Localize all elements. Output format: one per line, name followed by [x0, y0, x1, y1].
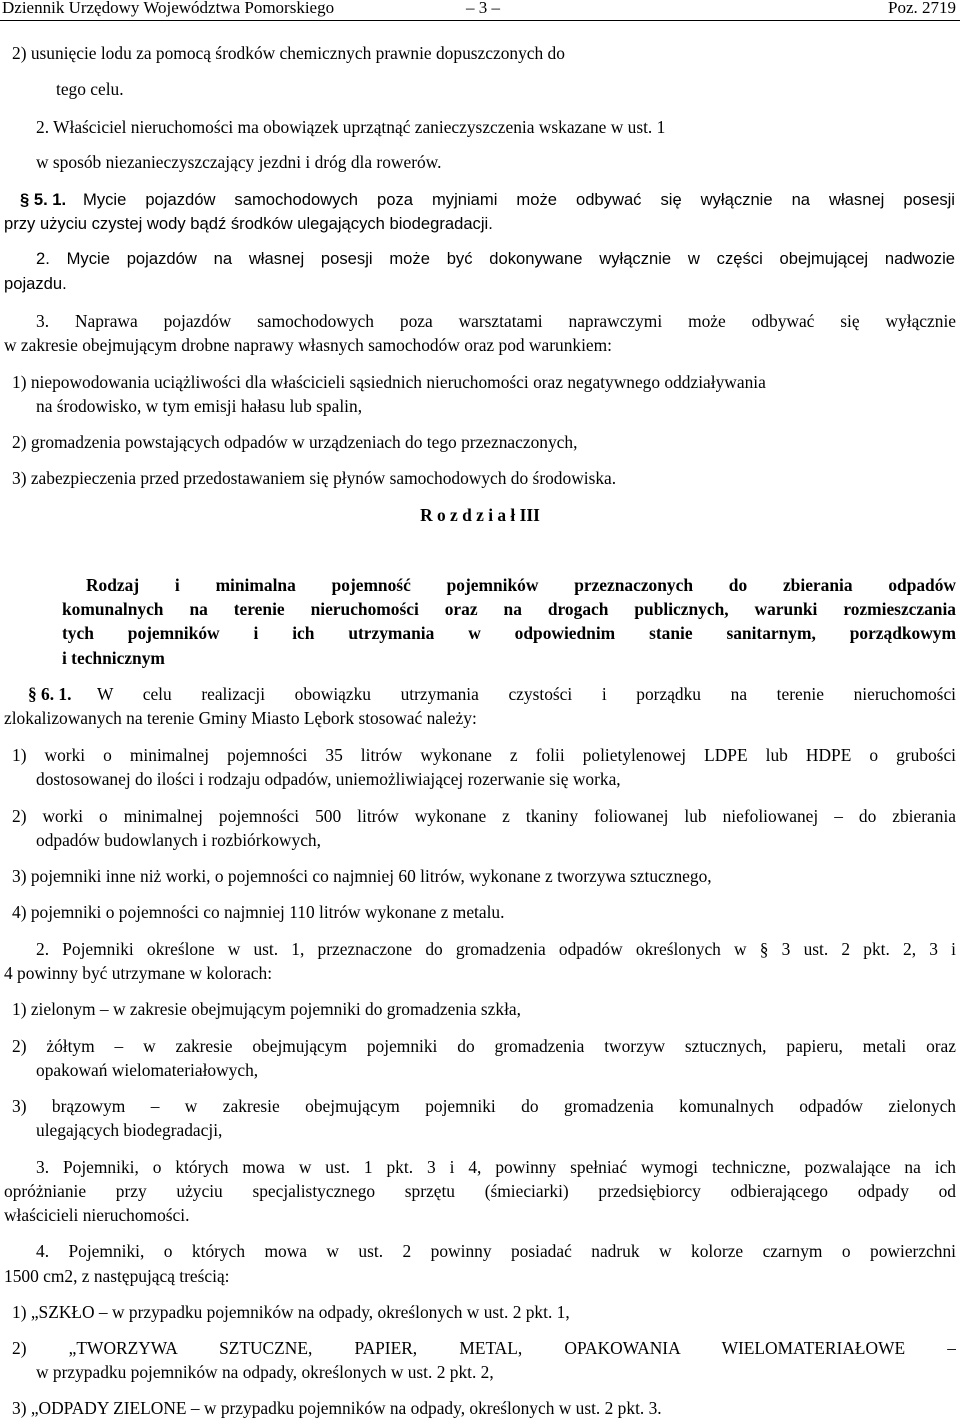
- paragraph-line: pojazdu.: [4, 274, 67, 293]
- list-item: 3) pojemniki inne niż worki, o pojemności co najmniej 60 litrów, wykonane z tworzywa sztucznego,: [12, 866, 712, 886]
- paragraph-line: tego celu.: [56, 79, 124, 99]
- paragraph-line: 2. Mycie pojazdów na własnej posesji może być dokonywane wyłącznie w części obejmującej nadwozie: [36, 249, 955, 268]
- paragraph-line: przy użyciu czystej wody bądź środków ulegających biodegradacji.: [4, 214, 493, 233]
- paragraph-line: 2. Właściciel nieruchomości ma obowiązek uprzątnąć zanieczyszczenia wskazane w ust. 1: [36, 117, 666, 137]
- list-item: odpadów budowlanych i rozbiórkowych,: [36, 830, 321, 850]
- paragraph-line: w sposób niezanieczyszczający jezdni i dróg dla rowerów.: [36, 152, 442, 172]
- list-item: dostosowanej do ilości i rodzaju odpadów, uniemożliwiającej rozerwanie się worka,: [36, 769, 621, 789]
- chapter-heading: R o z d z i a ł III: [420, 505, 540, 525]
- section-5-number: § 5. 1.: [20, 190, 67, 209]
- list-item: 4) pojemniki o pojemności co najmniej 110 litrów wykonane z metalu.: [12, 902, 505, 922]
- list-item: 3) zabezpieczenia przed przedostawaniem się płynów samochodowych do środowiska.: [12, 468, 617, 488]
- list-item: 3) brązowym – w zakresie obejmującym pojemniki do gromadzenia komunalnych odpadów zielonych: [12, 1096, 956, 1116]
- list-item: 1) niepowodowania uciążliwości dla właścicieli sąsiednich nieruchomości oraz negatywnego oddziaływania: [12, 372, 766, 392]
- list-item: 2) „TWORZYWA SZTUCZNE, PAPIER, METAL, OPAKOWANIA WIELOMATERIAŁOWE –: [12, 1338, 956, 1358]
- page-header: [0, 0, 960, 22]
- position-number: Poz. 2719: [888, 0, 956, 17]
- chapter-title: tych pojemników i ich utrzymania w odpowiednim stanie sanitarnym, porządkowym: [62, 623, 956, 643]
- paragraph-line: 3. Pojemniki, o których mowa w ust. 1 pkt. 3 i 4, powinny spełniać wymogi techniczne, pozwalające na ich: [36, 1157, 956, 1177]
- section-6-number: § 6. 1.: [28, 684, 72, 704]
- list-item: 3) „ODPADY ZIELONE – w przypadku pojemników na odpady, określonych w ust. 2 pkt. 3.: [12, 1398, 662, 1418]
- paragraph-line: zlokalizowanych na terenie Gminy Miasto Lębork stosować należy:: [4, 708, 477, 728]
- chapter-title: Rodzaj i minimalna pojemność pojemników przeznaczonych do zbierania odpadów: [86, 575, 956, 595]
- list-item: 1) worki o minimalnej pojemności 35 litrów wykonane z folii polietylenowej LDPE lub HDPE o grubości: [12, 745, 956, 765]
- paragraph-line: 4. Pojemniki, o których mowa w ust. 2 powinny posiadać nadruk w kolorze czarnym o powierzchni: [36, 1241, 956, 1261]
- paragraph-line: W celu realizacji obowiązku utrzymania czystości i porządku na terenie nieruchomości: [97, 684, 956, 704]
- list-item: 2) worki o minimalnej pojemności 500 litrów wykonane z tkaniny foliowanej lub niefoliowanej – do zbierania: [12, 806, 956, 826]
- paragraph-line: 3. Naprawa pojazdów samochodowych poza warsztatami naprawczymi może odbywać się wyłącznie: [36, 311, 956, 331]
- chapter-title: komunalnych na terenie nieruchomości oraz na drogach publicznych, warunki rozmieszczania: [62, 599, 956, 619]
- page-number: – 3 –: [466, 0, 500, 17]
- paragraph-line: w zakresie obejmującym drobne naprawy własnych samochodów oraz pod warunkiem:: [4, 335, 612, 355]
- journal-title: Dziennik Urzędowy Województwa Pomorskiego: [2, 0, 335, 17]
- list-item: 2) gromadzenia powstających odpadów w urządzeniach do tego przeznaczonych,: [12, 432, 578, 452]
- paragraph-line: 2) usunięcie lodu za pomocą środków chemicznych prawnie dopuszczonych do: [12, 43, 565, 63]
- paragraph-line: 1500 cm2, z następującą treścią:: [4, 1266, 230, 1286]
- paragraph-line: Mycie pojazdów samochodowych poza myjniami może odbywać się wyłącznie na własnej posesji: [83, 190, 955, 209]
- list-item: 2) żółtym – w zakresie obejmującym pojemniki do gromadzenia tworzyw sztucznych, papieru, metali oraz: [12, 1036, 956, 1056]
- list-item: 1) zielonym – w zakresie obejmującym pojemniki do gromadzenia szkła,: [12, 999, 521, 1019]
- list-item: ulegających biodegradacji,: [36, 1120, 223, 1140]
- paragraph-line: 4 powinny być utrzymane w kolorach:: [4, 963, 273, 983]
- paragraph-line: właścicieli nieruchomości.: [4, 1205, 190, 1225]
- header-rule: [0, 20, 960, 21]
- paragraph-line: 2. Pojemniki określone w ust. 1, przeznaczone do gromadzenia odpadów określonych w § 3 ust. 2 pkt. 2, 3 i: [36, 939, 956, 959]
- list-item: w przypadku pojemników na odpady, określonych w ust. 2 pkt. 2,: [36, 1362, 494, 1382]
- list-item: opakowań wielomateriałowych,: [36, 1060, 259, 1080]
- list-item: na środowisko, w tym emisji hałasu lub spalin,: [36, 396, 363, 416]
- chapter-title: i technicznym: [62, 648, 165, 668]
- list-item: 1) „SZKŁO – w przypadku pojemników na odpady, określonych w ust. 2 pkt. 1,: [12, 1302, 570, 1322]
- paragraph-line: opróżnianie przy użyciu specjalistycznego sprzętu (śmieciarki) przedsiębiorcy odbierającego odpady od: [4, 1181, 956, 1201]
